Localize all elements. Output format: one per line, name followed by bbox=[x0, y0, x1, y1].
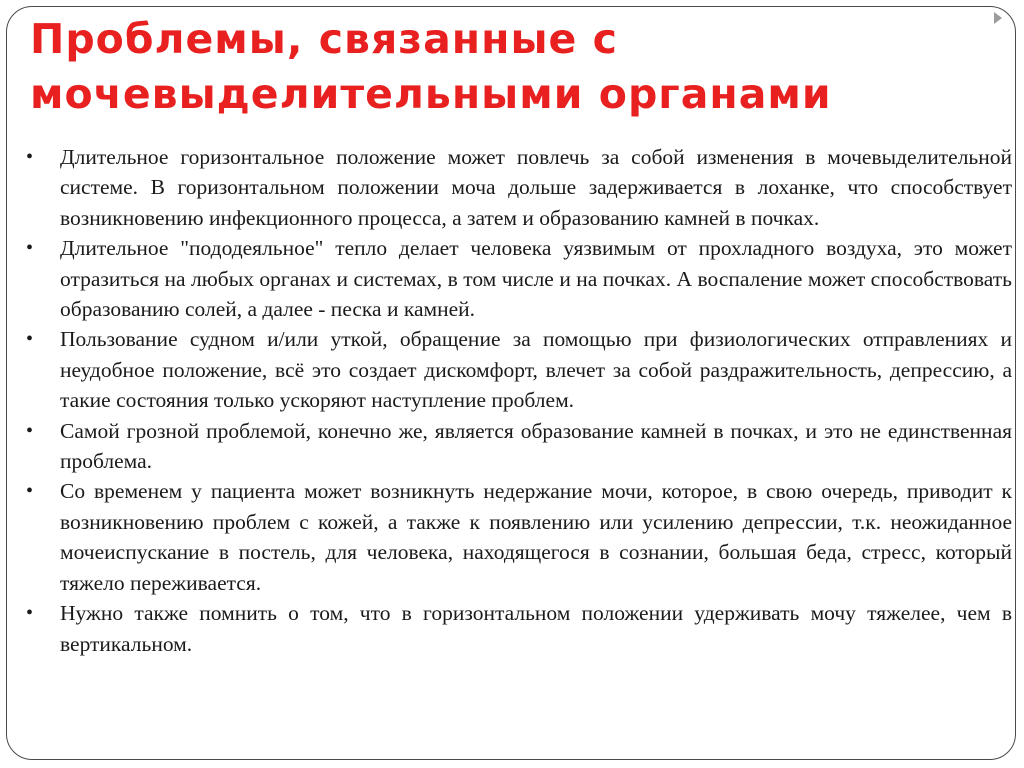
bullet-list bbox=[22, 142, 1012, 659]
list-item bbox=[22, 416, 1012, 477]
bullet-icon: • bbox=[26, 602, 34, 625]
bullet-text: Самой грозной проблемой, конечно же, является образование камней в почках, и это не единственная проблема. bbox=[60, 418, 1012, 474]
bullet-text: Длительное "пододеяльное" тепло делает человека уязвимым от прохладного воздуха, это может отразиться на любых органах и системах, в том числе и на почках. А воспаление может способствовать образованию солей, а далее - песка и камней. bbox=[60, 236, 1012, 322]
list-item bbox=[22, 142, 1012, 233]
bullet-icon: • bbox=[26, 146, 34, 168]
triangle-right-icon[interactable] bbox=[994, 12, 1002, 24]
bullet-text: Со временем у пациента может возникнуть недержание мочи, которое, в свою очередь, приводит к возникновению проблем с кожей, а также к появлению или усилению депрессии, т.к. неожиданное мочеиспускание в постель, для человека, находящегося в сознании, большая беда, стресс, который тяжело переживается. bbox=[60, 479, 1012, 595]
bullet-icon: • bbox=[26, 419, 34, 442]
list-item bbox=[22, 233, 1012, 324]
list-item bbox=[22, 598, 1012, 659]
bullet-text: Нужно также помнить о том, что в горизонтальном положении удерживать мочу тяжелее, чем в вертикальном. bbox=[60, 601, 1012, 656]
bullet-icon: • bbox=[26, 480, 34, 503]
bullet-text: Длительное горизонтальное положение может повлечь за собой изменения в мочевыделительной системе. В горизонтальном положении моча дольше задерживается в лоханке, что способствует возникновению инфекционного процесса, а затем и образованию камней в почках. bbox=[60, 145, 1012, 230]
bullet-text: Пользование судном и/или уткой, обращение за помощью при физиологических отправлениях и неудобное положение, всё это создает дискомфорт, влечет за собой раздражительность, депрессию, а такие состояния только ускоряют наступление проблем. bbox=[60, 327, 1012, 413]
slide-title: Проблемы, связанные с мочевыделительными органами bbox=[30, 15, 832, 118]
bullet-icon: • bbox=[26, 237, 34, 260]
list-item bbox=[22, 476, 1012, 598]
list-item bbox=[22, 324, 1012, 415]
bullet-icon: • bbox=[26, 328, 34, 351]
